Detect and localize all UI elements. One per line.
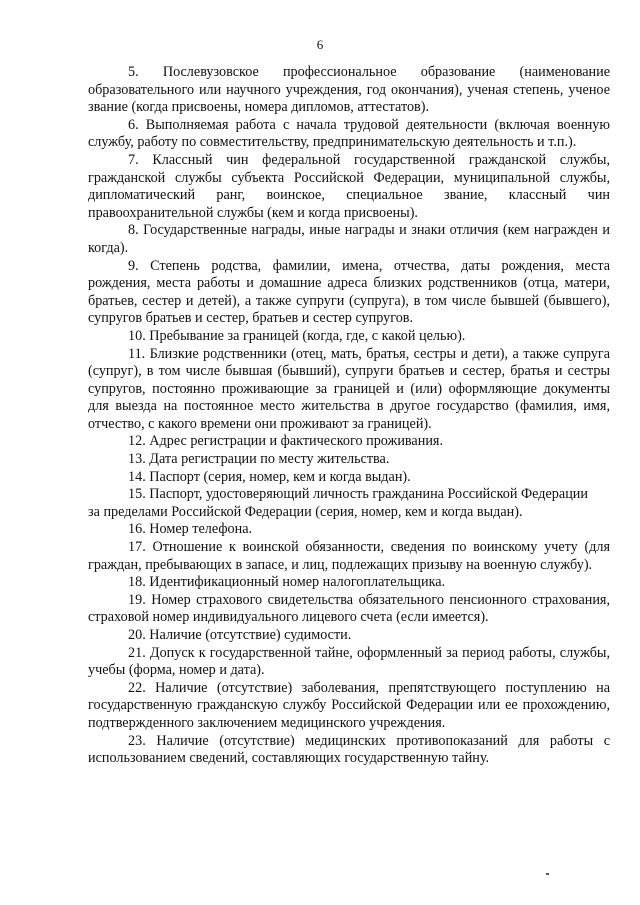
- paragraph-9: 9. Степень родства, фамилии, имена, отчества, даты рождения, места рождения, места работы и домашние адреса близких родственников (отца, матери, братьев, сестер и детей), а также супруги (супруга), в том числе бывшей (бывшего), супругов братьев и сестер, братьев и сестер супругов.: [88, 257, 610, 327]
- paragraph-11: 11. Близкие родственники (отец, мать, братья, сестры и дети), а также супруга (супруг), в том числе бывшая (бывший), супруги братьев и сестер, братья и сестры супругов, постоянно проживающие за границей и (или) оформляющие документы для выезда на постоянное место жительства в другое государство (фамилия, имя, отчество, с какого времени они проживают за границей).: [88, 345, 610, 432]
- paragraph-10: 10. Пребывание за границей (когда, где, с какой целью).: [128, 327, 466, 344]
- paragraph-19: 19. Номер страхового свидетельства обязательного пенсионного страхования, страховой номер индивидуального лицевого счета (если имеется).: [88, 591, 610, 626]
- paragraph-13: 13. Дата регистрации по месту жительства.: [128, 451, 390, 468]
- document-body: [88, 64, 610, 768]
- paragraph-5: 5. Послевузовское профессиональное образование (наименование образовательного или научного учреждения, год окончания), ученая степень, ученое звание (когда присвоены, номера дипломов, аттестатов).: [88, 64, 610, 116]
- paragraph-17: 17. Отношение к воинской обязанности, сведения по воинскому учету (для граждан, пребывающих в запасе, и лиц, подлежащих призыву на военную службу).: [88, 539, 610, 573]
- paragraph-15-continuation: за пределами Российской Федерации (серия, номер, кем и когда выдан).: [88, 503, 523, 520]
- paragraph-6: 6. Выполняемая работа с начала трудовой деятельности (включая военную службу, работу по совместительству, предпринимательскую деятельность и т.п.).: [88, 116, 610, 151]
- paragraph-16: 16. Номер телефона.: [128, 521, 253, 538]
- paragraph-12: 12. Адрес регистрации и фактического проживания.: [128, 433, 443, 450]
- page-number: 6: [316, 37, 324, 52]
- paragraph-23: 23. Наличие (отсутствие) медицинских противопоказаний для работы с использованием сведений, составляющих государственную тайну.: [88, 732, 610, 767]
- paragraph-21: 21. Допуск к государственной тайне, оформленный за период работы, службы, учебы (форма, номер и дата).: [88, 644, 610, 679]
- paragraph-22: 22. Наличие (отсутствие) заболевания, препятствующего поступлению на государственную гражданскую службу Российской Федерации или ее прохождению, подтвержденного заключением медицинского учреждения.: [88, 679, 610, 731]
- paragraph-20: 20. Наличие (отсутствие) судимости.: [128, 627, 352, 643]
- paragraph-14: 14. Паспорт (серия, номер, кем и когда выдан).: [128, 468, 411, 485]
- paragraph-7: 7. Классный чин федеральной государственной гражданской службы, гражданской службы субъекта Российской Федерации, муниципальной службы, дипломатический ранг, воинское, специальное звание, классный чин правоохранительной службы (кем и когда присвоены).: [88, 151, 610, 221]
- scan-speck: [546, 873, 549, 875]
- paragraph-15: 15. Паспорт, удостоверяющий личность гражданина Российской Федерации: [128, 486, 588, 503]
- paragraph-8: 8. Государственные награды, иные награды и знаки отличия (кем награжден и когда).: [88, 222, 610, 256]
- paragraph-18: 18. Идентификационный номер налогоплательщика.: [128, 574, 446, 591]
